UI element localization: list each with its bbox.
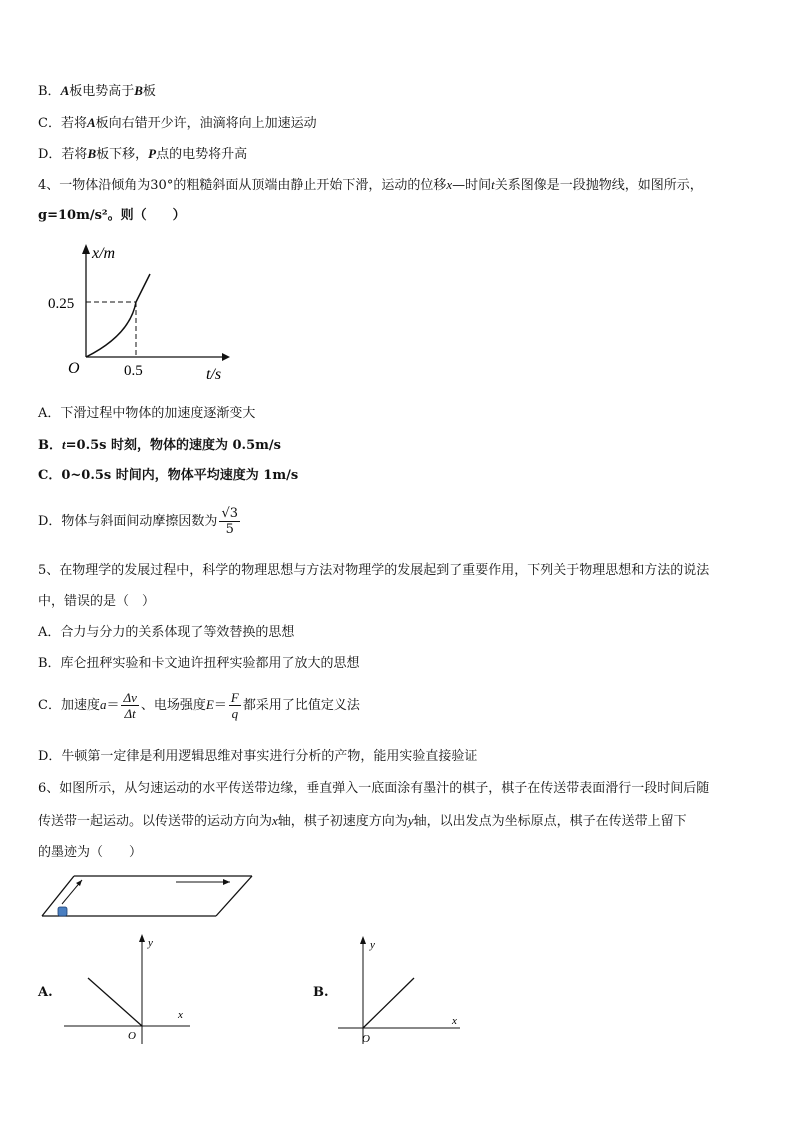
var-a: A bbox=[86, 115, 96, 130]
q4-option-c: C．0~0.5s 时间内，物体平均速度为 1m/s bbox=[38, 468, 299, 483]
q4-stem-line2: g=10m/s²。则（ ） bbox=[38, 208, 186, 223]
y-axis-label: y bbox=[370, 939, 375, 951]
var-x: x bbox=[446, 177, 453, 192]
q5-stem-line1: 5、在物理学的发展过程中，科学的物理思想与方法对物理学的发展起到了重要作用，下列关于物理思想和方法的说法 bbox=[38, 563, 710, 578]
stem-text: 关系图像是一段抛物线，如图所示， bbox=[494, 178, 703, 193]
y-axis-arrow bbox=[360, 936, 366, 944]
x-tick-label: 0.5 bbox=[124, 363, 143, 379]
option-text: =0.5s 时刻，物体的速度为 0.5m/s bbox=[65, 438, 281, 453]
q5-option-a: A．合力与分力的关系体现了等效替换的思想 bbox=[38, 625, 295, 640]
option-text: 、电场强度 bbox=[140, 698, 206, 713]
q6-option-a-graph bbox=[60, 930, 200, 1050]
q6-stem-line2 bbox=[38, 812, 687, 831]
fraction-denominator: 5 bbox=[225, 522, 234, 537]
q4-stem-line1 bbox=[38, 176, 703, 195]
fraction bbox=[219, 506, 240, 537]
stem-text: 轴，以出发点为坐标原点，棋子在传送带上留下 bbox=[413, 814, 687, 829]
q4-xt-graph bbox=[40, 240, 240, 385]
fraction-denominator: Δt bbox=[124, 706, 136, 721]
q6-option-b-graph bbox=[334, 930, 474, 1050]
var-a: A bbox=[60, 83, 70, 98]
initial-velocity-arrowhead bbox=[76, 880, 82, 886]
y-axis-label: x/m bbox=[92, 245, 116, 262]
fraction bbox=[229, 690, 241, 721]
option-text: 板向右错开少许，油滴将向上加速运动 bbox=[95, 116, 317, 131]
option-text: 都采用了比值定义法 bbox=[242, 698, 360, 713]
x-axis-label: t/s bbox=[206, 366, 222, 383]
stem-text: 传送带一起运动。以传送带的运动方向为 bbox=[38, 814, 273, 829]
stem-text: 4、一物体沿倾角为30°的粗糙斜面从顶端由静止开始下滑，运动的位移 bbox=[38, 178, 447, 193]
var-b: B bbox=[134, 83, 143, 98]
q4-option-a: A．下滑过程中物体的加速度逐渐变大 bbox=[38, 406, 256, 421]
fraction bbox=[121, 690, 138, 721]
q5-option-c bbox=[38, 690, 360, 721]
q6-stem-line3: 的墨迹为（ ） bbox=[38, 845, 143, 860]
origin-label: O bbox=[362, 1033, 370, 1045]
var-t: t bbox=[62, 437, 66, 452]
option-text: 板下移， bbox=[96, 147, 149, 162]
q6-option-b-label: B. bbox=[313, 985, 329, 1000]
option-text: 板 bbox=[142, 84, 156, 99]
stem-text: 轴，棋子初速度方向为 bbox=[277, 814, 408, 829]
var-a: a bbox=[99, 697, 107, 712]
var-y: y bbox=[407, 813, 414, 828]
equals-sign: ＝ bbox=[106, 698, 120, 713]
var-p: P bbox=[148, 146, 157, 161]
var-e: E bbox=[205, 697, 214, 712]
q5-option-d: D．牛顿第一定律是利用逻辑思维对事实进行分析的产物，能用实验直接验证 bbox=[38, 749, 478, 764]
y-tick-label: 0.25 bbox=[48, 296, 75, 312]
ink-trace-line bbox=[88, 978, 142, 1026]
chess-piece-icon bbox=[58, 907, 67, 916]
fraction-numerator: Δv bbox=[123, 690, 137, 705]
origin-label: O bbox=[128, 1030, 136, 1042]
option-prefix: B． bbox=[38, 84, 61, 99]
q4-option-d bbox=[38, 506, 242, 537]
fraction-numerator: F bbox=[230, 690, 239, 705]
q3-option-b bbox=[38, 82, 156, 101]
q5-stem-line2: 中，错误的是（ ） bbox=[38, 594, 156, 609]
option-text: 点的电势将升高 bbox=[156, 147, 248, 162]
option-text: D．物体与斜面间动摩擦因数为 bbox=[38, 514, 218, 529]
option-prefix: C．若将 bbox=[38, 116, 87, 131]
q6-stem-line1: 6、如图所示，从匀速运动的水平传送带边缘，垂直弹入一底面涂有墨汁的棋子，棋子在传送带表面滑行一段时间后随 bbox=[38, 781, 710, 796]
y-axis-label: y bbox=[148, 937, 153, 949]
x-axis-arrow bbox=[222, 353, 230, 361]
origin-label: O bbox=[68, 360, 80, 377]
parabola-curve bbox=[86, 274, 150, 357]
q5-option-b: B．库仑扭秤实验和卡文迪许扭秤实验都用了放大的思想 bbox=[38, 656, 360, 671]
var-b: B bbox=[87, 146, 97, 161]
fraction-denominator: q bbox=[231, 706, 239, 721]
option-prefix: D．若将 bbox=[38, 147, 88, 162]
belt-direction-arrowhead bbox=[223, 879, 230, 885]
x-axis-label: x bbox=[452, 1015, 457, 1027]
option-text: 板电势高于 bbox=[69, 84, 135, 99]
ink-trace-line bbox=[363, 978, 414, 1028]
var-x: x bbox=[272, 813, 278, 828]
option-text: C．加速度 bbox=[38, 698, 100, 713]
y-axis-arrow bbox=[82, 244, 90, 254]
y-axis-arrow bbox=[139, 934, 145, 942]
stem-text: —时间 bbox=[452, 178, 492, 193]
x-axis-label: x bbox=[178, 1009, 183, 1021]
fraction-numerator: √3 bbox=[221, 506, 238, 521]
q3-option-c bbox=[38, 114, 317, 133]
q3-option-d bbox=[38, 145, 247, 164]
q4-option-b bbox=[38, 436, 281, 455]
var-t: t bbox=[491, 177, 495, 192]
equals-sign: ＝ bbox=[213, 698, 227, 713]
q6-option-a-label: A. bbox=[38, 985, 53, 1000]
conveyor-belt-diagram bbox=[38, 870, 258, 922]
option-prefix: B． bbox=[38, 438, 62, 453]
